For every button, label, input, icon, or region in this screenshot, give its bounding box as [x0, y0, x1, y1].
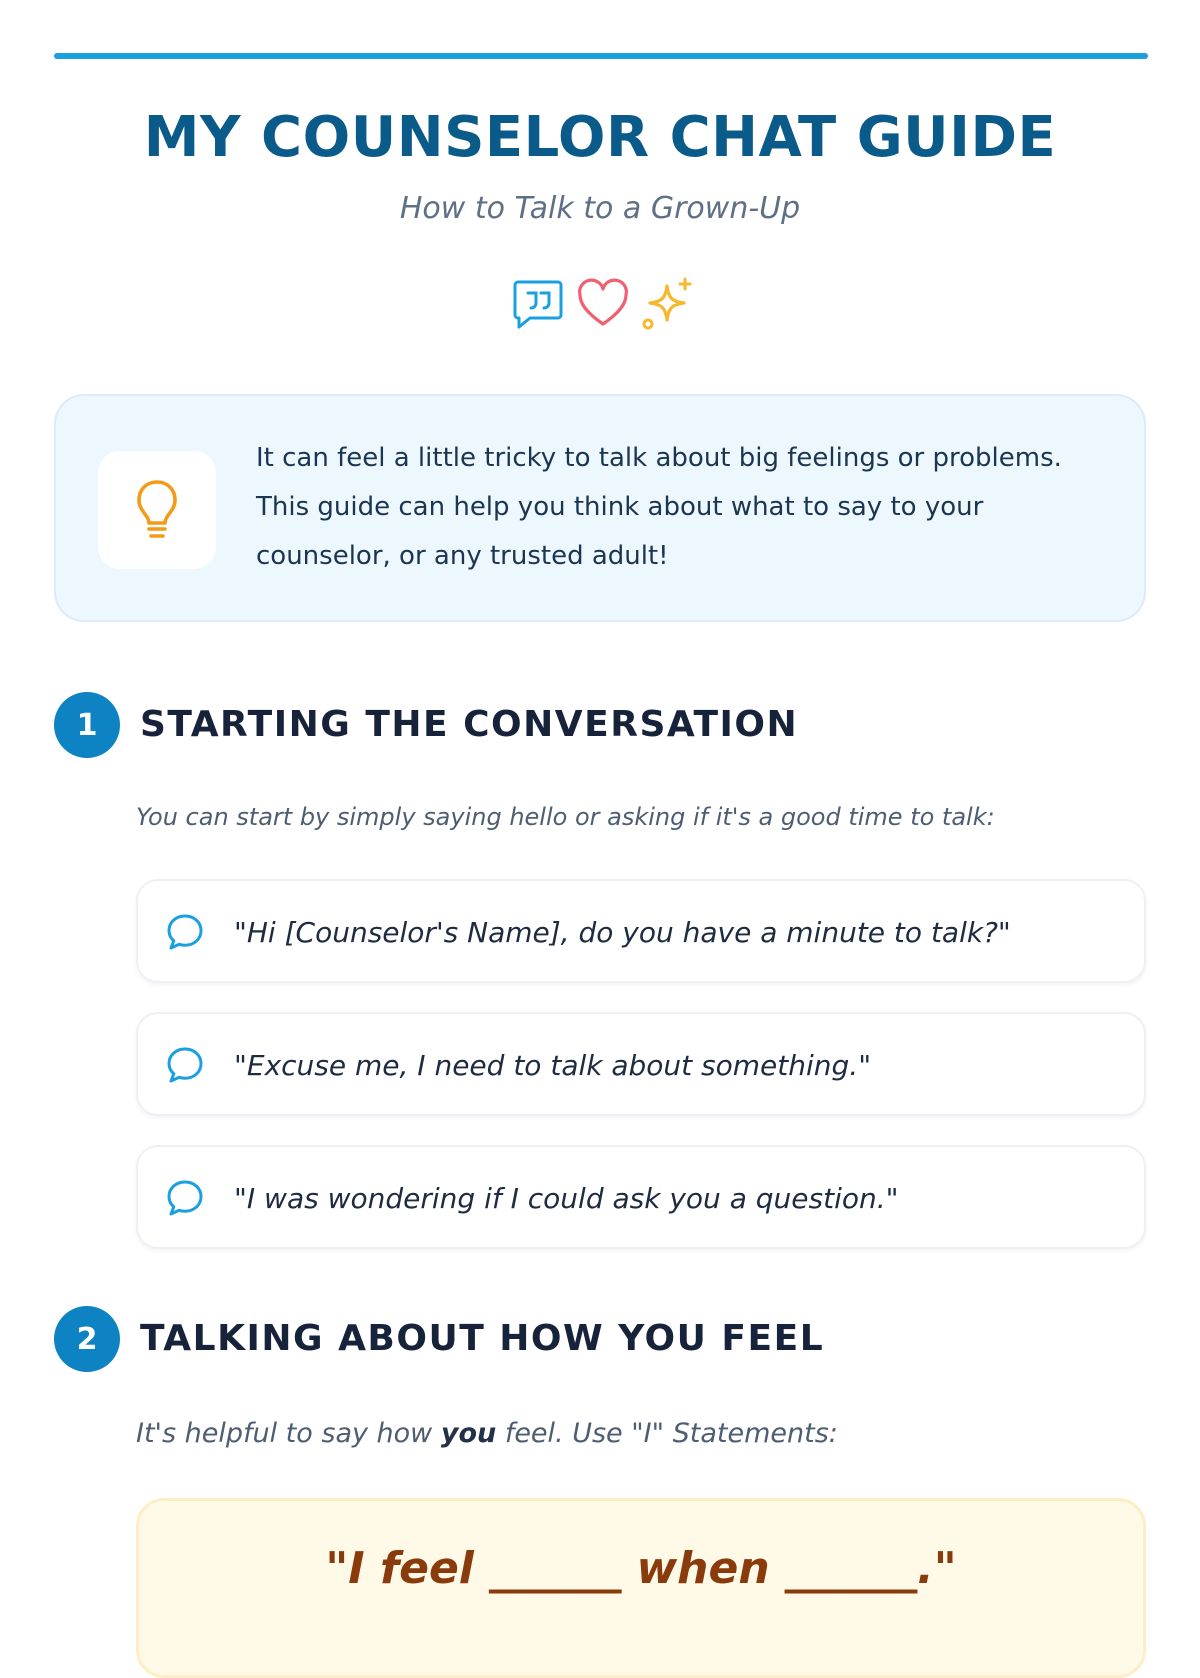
- speech-bubble-icon: [164, 911, 206, 953]
- section-1-title: STARTING THE CONVERSATION: [140, 704, 799, 745]
- intro-card: [54, 394, 1146, 622]
- phrase-text: "Hi [Counselor's Name], do you have a minute to talk?": [234, 916, 1011, 949]
- phrase-text: "I was wondering if I could ask you a question.": [234, 1182, 899, 1215]
- page-title: MY COUNSELOR CHAT GUIDE: [143, 105, 1057, 170]
- section-2-lead-start: It's helpful to say how: [136, 1418, 441, 1449]
- section-2-number-badge: 2: [54, 1306, 120, 1372]
- section-1-number-badge: 1: [54, 692, 120, 758]
- i-statement-template: "I feel ______ when ______.": [325, 1543, 957, 1594]
- heart-icon: [575, 276, 631, 332]
- i-statement-box: [136, 1498, 1146, 1678]
- section-2-lead-end: feel. Use "I" Statements:: [496, 1418, 838, 1449]
- phrase-card: [136, 1145, 1146, 1249]
- speech-bubble-icon: [164, 1177, 206, 1219]
- lightbulb-icon: [133, 478, 181, 542]
- intro-text: It can feel a little tricky to talk about big feelings or problems. This guide can help you think about what to say to your counselor, or any trusted adult!: [256, 443, 1062, 571]
- speech-bubble-icon: [164, 1044, 206, 1086]
- header-accent-line: [54, 53, 1148, 59]
- phrase-card: [136, 1012, 1146, 1116]
- lightbulb-icon-box: [98, 451, 216, 569]
- page-subtitle: How to Talk to a Grown-Up: [399, 191, 801, 226]
- section-2-lead-emphasis: you: [440, 1418, 497, 1449]
- section-2-lead: [136, 1417, 838, 1451]
- quote-bubble-icon: [510, 276, 566, 332]
- phrase-text: "Excuse me, I need to talk about something.": [234, 1049, 872, 1082]
- phrase-card: [136, 879, 1146, 983]
- section-1-lead: You can start by simply saying hello or asking if it's a good time to talk:: [136, 803, 995, 831]
- section-2-title: TALKING ABOUT HOW YOU FEEL: [140, 1318, 825, 1359]
- header-icon-row: [510, 276, 696, 332]
- sparkles-icon: [640, 276, 696, 332]
